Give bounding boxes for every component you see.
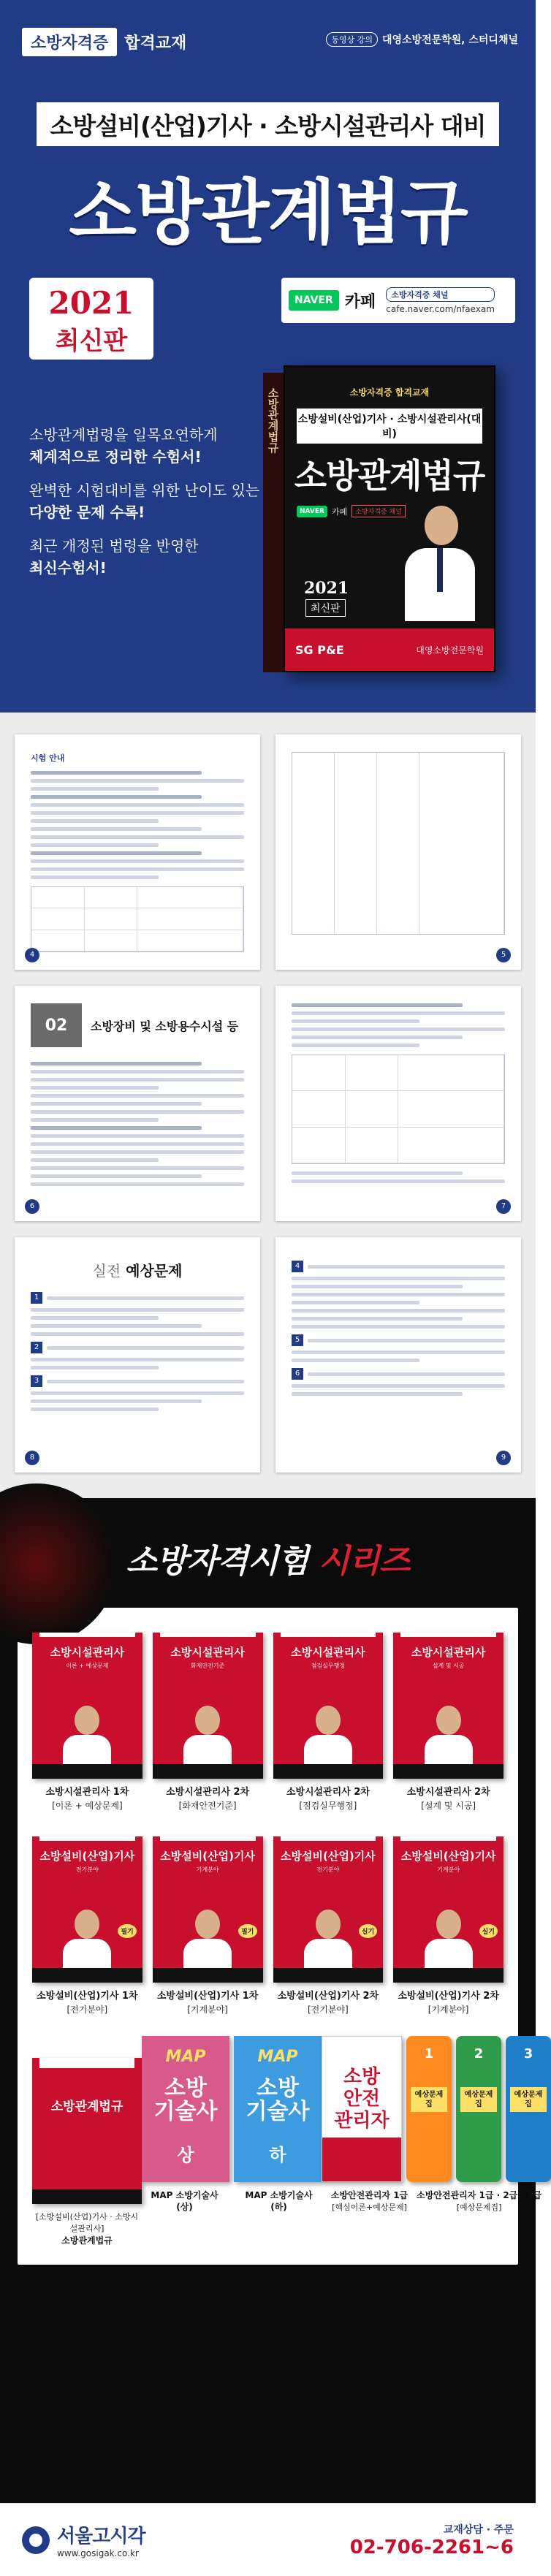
page-number: 5 (496, 948, 511, 962)
series-book-cover (393, 1836, 503, 1983)
tube-label: 예상문제집 (411, 2087, 447, 2112)
cafe-url[interactable]: cafe.naver.com/nfaexam (386, 303, 495, 314)
tube-number: 3 (523, 2046, 533, 2062)
cover-subtitle: 이론 + 예상문제 (66, 1663, 109, 1669)
cafe-info (386, 287, 495, 314)
chapter-box (31, 1003, 244, 1047)
preview-section (0, 713, 536, 1498)
book-caption-sub: [핵심이론+예상문제] (332, 2203, 407, 2212)
cover-title: 소방시설관리사 (170, 1646, 245, 1659)
desc-line-highlight: 다양한 문제 수록! (29, 504, 145, 521)
book-cafe-label: 소방자격증 채널 (352, 505, 406, 517)
chapter-number: 02 (31, 1003, 82, 1047)
desc-line: 소방관계법령을 일목요연하게 (29, 426, 218, 444)
cover-subtitle: 전기분야 (75, 1866, 99, 1873)
naver-logo: NAVER (289, 290, 339, 311)
lecture-info (326, 32, 518, 47)
naver-logo: NAVER (297, 506, 327, 517)
book-edition: 최신판 (305, 599, 346, 617)
book-caption-sub: [이론 + 예상문제] (52, 1801, 123, 1811)
contact-phone[interactable]: 02-706-2261~6 (349, 2536, 514, 2558)
preview-page: 실전 예상문제 1 2 3 8 (15, 1237, 260, 1473)
book-caption (32, 2211, 142, 2247)
cover-level: 상 (177, 2145, 194, 2165)
series-book-cover (153, 1633, 263, 1779)
chapter-title: 소방장비 및 소방용수시설 등 (91, 1019, 239, 1033)
cover-title: 소방설비(산업)기사 (160, 1850, 255, 1863)
book-top-label: 소방자격증 합격교재 (349, 387, 430, 398)
publisher-logo: SG P&E (295, 642, 344, 657)
desc-line-highlight: 최신수험서! (29, 559, 107, 577)
author-photo (405, 506, 478, 623)
book-caption-main: 소방안전관리자 1급 · 2급 · 3급 (417, 2190, 542, 2200)
cover-badge: 필기 (118, 1924, 136, 1938)
series-book-map[interactable] (142, 2036, 322, 2213)
book-caption-main: MAP 소방기술사 (하) (245, 2190, 313, 2212)
cover-title: 소방관계법규 (50, 2100, 123, 2114)
contact-label: 교재상담 · 주문 (443, 2523, 514, 2536)
hero-section (0, 0, 536, 713)
book-spine (263, 373, 284, 672)
cover-title: 소방설비(산업)기사 (281, 1850, 376, 1863)
series-book[interactable] (273, 1831, 384, 2015)
book-caption-sub: [예상문제집] (456, 2203, 502, 2212)
cover-title: 소방 기술사 (153, 2075, 218, 2124)
book-cover-3d (263, 365, 497, 680)
book-caption (142, 2189, 322, 2213)
series-book[interactable] (273, 1627, 384, 1812)
safety-book-cover (322, 2036, 402, 2182)
book-cafe-word: 카페 (331, 506, 348, 517)
publisher-logo[interactable] (22, 2521, 145, 2558)
cover-level: 하 (269, 2145, 286, 2165)
book-title: 소방관계법규 (294, 456, 485, 495)
book-caption-sub: [기계분야] (187, 2005, 228, 2015)
tube-book-cover (406, 2036, 452, 2182)
lecture-academy: 대영소방전문학원, 스터디채널 (381, 34, 518, 46)
series-book-cover (273, 1633, 384, 1779)
page-number: 6 (25, 1199, 39, 1214)
preview-row (15, 734, 521, 970)
book-caption-main: 소방안전관리자 1급 (330, 2190, 408, 2200)
series-book-law[interactable] (32, 2036, 142, 2247)
series-panel (18, 1608, 543, 2265)
main-title: 소방관계법규 (69, 172, 467, 254)
edition: 최신판 (55, 327, 128, 356)
publisher-academy: 대영소방전문학원 (416, 645, 484, 656)
cover-title: 소방 기술사 (246, 2075, 310, 2124)
logo-name: 서울고시각 (57, 2526, 145, 2547)
book-caption-main: MAP 소방기술사 (상) (151, 2190, 218, 2212)
book-caption-sub: [점검실무행정] (299, 1801, 357, 1811)
desc-line: 최근 개정된 법령을 반영한 (29, 537, 199, 555)
series-header (0, 1498, 536, 1608)
map-label: MAP (165, 2048, 206, 2066)
footer (0, 2503, 536, 2576)
cover-badge: 실기 (479, 1924, 498, 1938)
book-caption: 소방설비(산업)기사 2차 (398, 1991, 499, 2002)
naver-cafe-banner[interactable] (281, 278, 515, 323)
tube-number: 2 (474, 2046, 484, 2062)
cover-subtitle: 점검실무행정 (311, 1663, 346, 1669)
website-link[interactable]: www.gosigak.co.kr (57, 2548, 139, 2558)
preview-page (15, 986, 260, 1221)
series-book-cover (32, 1836, 142, 1983)
cover-title: 소방설비(산업)기사 (39, 1850, 135, 1863)
preview-row (15, 1237, 521, 1473)
map-book-cover (234, 2036, 322, 2182)
tube-label: 예상문제집 (460, 2087, 497, 2112)
practice-title-a: 실전 (92, 1262, 121, 1280)
preview-table (292, 1055, 505, 1164)
year: 2021 (48, 285, 134, 321)
series-book[interactable] (32, 1831, 142, 2015)
book-cover (284, 365, 495, 672)
series-book[interactable] (32, 1627, 142, 1812)
book-caption-sub: [기계분야] (428, 2005, 469, 2015)
hero-description (29, 424, 263, 590)
preview-page (276, 986, 521, 1221)
book-caption-main: 소방관계법규 (61, 2235, 113, 2246)
series-title (0, 1535, 536, 1581)
year-badge (29, 278, 153, 360)
series-book[interactable] (153, 1831, 263, 2015)
series-section (0, 1498, 543, 2503)
preview-table (292, 752, 505, 935)
tube-book-cover (456, 2036, 501, 2182)
book-caption-sub: [설계 및 시공] (421, 1801, 476, 1811)
book-publisher-bar (285, 628, 494, 671)
book-caption: 소방시설관리사 2차 (406, 1787, 490, 1798)
tube-label: 예상문제집 (510, 2087, 547, 2112)
book-caption-sub: [전기분야] (308, 2005, 349, 2015)
practice-title (31, 1259, 244, 1280)
book-caption: 소방시설관리사 1차 (45, 1787, 129, 1798)
book-caption (322, 2189, 551, 2214)
lecture-pill: 동영상 강의 (326, 32, 378, 47)
safety-group (322, 2036, 551, 2182)
series-book-safety[interactable] (322, 2036, 551, 2214)
cover-subtitle: 기계분야 (196, 1866, 219, 1873)
book-year: 2021 (304, 579, 349, 598)
book-caption: 소방설비(산업)기사 1차 (37, 1991, 138, 2002)
subtitle: 소방설비(산업)기사 · 소방시설관리사 대비 (50, 111, 486, 140)
preview-table (31, 886, 244, 952)
series-book[interactable] (393, 1627, 503, 1812)
cover-title: 소방 안전 관리자 (334, 2066, 390, 2132)
series-book-cover (393, 1633, 503, 1779)
series-last-row (32, 2036, 543, 2247)
page-number: 8 (25, 1451, 39, 1465)
page-number: 9 (496, 1451, 511, 1465)
tube-book-cover (506, 2036, 551, 2182)
sheet-head: 시험 안내 (31, 753, 65, 763)
cert-tag-label: 소방자격증 (22, 28, 117, 56)
book-grid (32, 1627, 503, 2015)
book-caption-sub: [소방설비(산업)기사 · 소방시설관리사] (35, 2212, 139, 2233)
series-book[interactable] (153, 1627, 263, 1812)
cover-badge: 필기 (238, 1924, 256, 1938)
cert-tag-suffix: 합격교재 (124, 34, 187, 53)
cover-subtitle: 기계분야 (437, 1866, 460, 1873)
subtitle-bar (37, 102, 499, 146)
contact-info (350, 2522, 514, 2558)
page-number: 4 (25, 948, 39, 962)
preview-page: 4 5 6 9 (276, 1237, 521, 1473)
desc-line-highlight: 체계적으로 정리한 수험서! (29, 448, 202, 466)
page-number: 7 (496, 1199, 511, 1214)
preview-page (15, 734, 260, 970)
cover-subtitle: 전기분야 (316, 1866, 340, 1873)
cafe-word: 카페 (344, 292, 376, 311)
desc-line: 완벽한 시험대비를 위한 난이도 있는 (29, 482, 260, 499)
series-book-cover (153, 1836, 263, 1983)
book-caption: 소방설비(산업)기사 2차 (277, 1991, 379, 2002)
cafe-chip: 소방자격증 채널 (386, 287, 495, 302)
preview-row (15, 986, 521, 1221)
series-book-cover (32, 1633, 142, 1779)
cover-subtitle: 설계 및 시공 (432, 1663, 465, 1669)
cover-title: 소방시설관리사 (50, 1646, 125, 1659)
cover-title: 소방시설관리사 (291, 1646, 365, 1659)
hero-top (0, 0, 536, 73)
preview-page (276, 734, 521, 970)
map-book-cover (142, 2036, 229, 2182)
map-label: MAP (257, 2048, 298, 2066)
book-spine-title: 소방관계법규 (266, 387, 280, 453)
book-caption: 소방설비(산업)기사 1차 (156, 1991, 259, 2002)
map-group (142, 2036, 322, 2182)
cover-title: 소방설비(산업)기사 (400, 1850, 496, 1863)
book-caption-sub: [전기분야] (66, 2005, 108, 2015)
series-title-a: 소방자격시험 (126, 1543, 319, 1580)
book-caption: 소방시설관리사 2차 (166, 1787, 250, 1798)
series-book[interactable] (393, 1831, 503, 2015)
series-title-b: 시리즈 (318, 1543, 410, 1580)
logo-mark-icon (22, 2526, 50, 2554)
tube-number: 1 (424, 2046, 434, 2062)
cover-subtitle: 화재안전기준 (190, 1663, 225, 1669)
law-book-cover (32, 2058, 142, 2204)
practice-title-b: 예상문제 (126, 1262, 183, 1280)
series-book-cover (273, 1836, 384, 1983)
book-caption: 소방시설관리사 2차 (286, 1787, 370, 1798)
logo-text (57, 2521, 145, 2558)
cert-tag (22, 28, 186, 56)
book-subtitle: 소방설비(산업)기사 · 소방시설관리사(대비) (297, 409, 482, 444)
book-caption-sub: [화재안전기준] (178, 1801, 237, 1811)
cover-badge: 실기 (359, 1924, 377, 1938)
cover-title: 소방시설관리사 (411, 1646, 486, 1659)
